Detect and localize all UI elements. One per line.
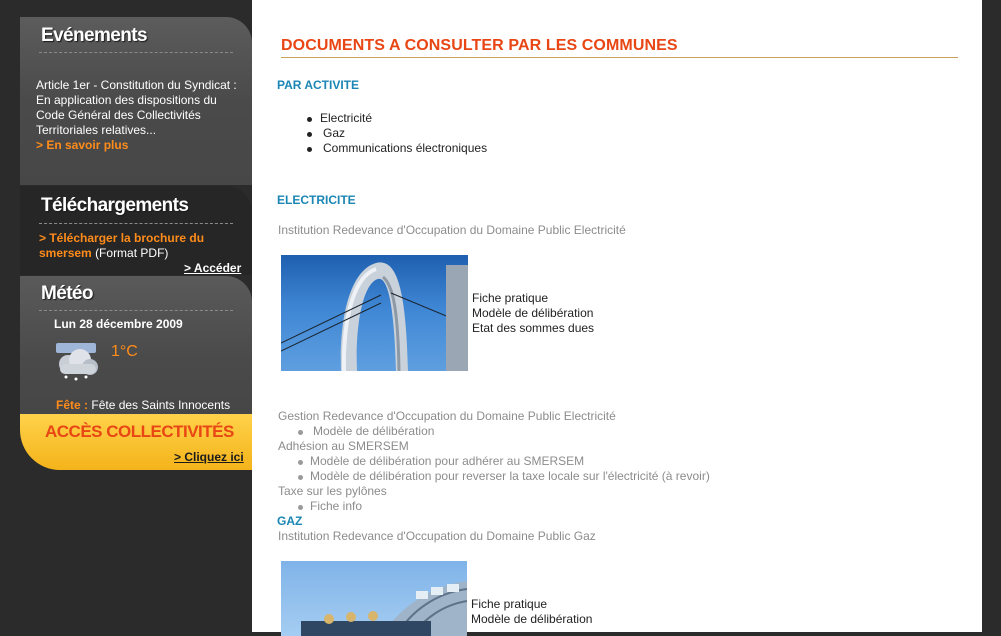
meteo-title: Météo — [41, 283, 93, 304]
divider — [39, 223, 233, 224]
page-title: DOCUMENTS A CONSULTER PAR LES COMMUNES — [281, 37, 958, 58]
list-item — [307, 111, 567, 126]
cloudy-snow-icon — [54, 342, 100, 382]
gaz-subtitle: Institution Redevance d'Occupation du Domaine Public Gaz — [278, 529, 596, 543]
access-link[interactable]: > Cliquez ici — [174, 450, 244, 464]
doc-etat-sommes[interactable]: Etat des sommes dues — [472, 321, 595, 335]
section-by-activity: PAR ACTIVITE — [277, 78, 360, 92]
fete-label: Fête : — [56, 398, 89, 412]
adhesion-title: Adhésion au SMERSEM — [278, 439, 409, 453]
events-text: Article 1er - Constitution du Syndicat : En application des dispositions du Code Général des Collectivités Territoriales relatives... — [36, 78, 237, 137]
list-item — [298, 469, 818, 484]
gaz-docs — [471, 597, 592, 627]
adhesion-deliberation-link[interactable]: Modèle de délibération pour adhérer au SMERSEM — [310, 454, 585, 468]
electricite-subtitle: Institution Redevance d'Occupation du Domaine Public Electricité — [278, 223, 626, 237]
gas-facility-image — [281, 561, 467, 636]
brochure-block — [39, 231, 239, 261]
activity-link-telecom[interactable]: Communications électroniques — [323, 141, 488, 155]
taxe-locale-deliberation-link[interactable]: Modèle de délibération pour reverser la taxe locale sur l'électricité (à revoir) — [310, 469, 710, 483]
list-item — [307, 141, 567, 156]
events-more-link[interactable]: > En savoir plus — [36, 138, 129, 152]
meteo-box — [20, 276, 252, 416]
activity-link-electricite[interactable]: Electricité — [320, 111, 373, 125]
list-item — [298, 424, 798, 439]
electricity-pylon-image — [281, 255, 468, 371]
gas-tank-illustration — [281, 561, 467, 636]
main-content — [252, 0, 982, 632]
list-item — [307, 126, 567, 141]
section-electricite: ELECTRICITE — [277, 193, 356, 207]
activity-link-gaz[interactable]: Gaz — [323, 126, 346, 140]
events-box — [20, 17, 252, 185]
divider — [39, 52, 233, 53]
pylon-illustration — [281, 255, 468, 371]
brochure-link[interactable]: > Télécharger la brochure du smersem — [39, 231, 205, 260]
downloads-title: Téléchargements — [41, 195, 189, 216]
fete-value: Fête des Saints Innocents — [91, 398, 231, 412]
events-title: Evénements — [41, 25, 147, 46]
doc-modele-deliberation[interactable]: Modèle de délibération — [472, 306, 594, 320]
brochure-format: (Format PDF) — [95, 246, 169, 260]
gestion-title: Gestion Redevance d'Occupation du Domaine Public Electricité — [278, 409, 616, 423]
downloads-box — [20, 186, 252, 275]
sidebar — [20, 0, 252, 632]
electricite-docs — [472, 291, 594, 336]
divider — [39, 310, 233, 311]
access-title: ACCÈS COLLECTIVITÉS — [45, 422, 234, 441]
meteo-date: Lun 28 décembre 2009 — [54, 317, 183, 331]
list-item — [298, 499, 598, 514]
downloads-access-link[interactable]: > Accéder — [184, 261, 242, 275]
gaz-doc-modele-deliberation[interactable]: Modèle de délibération — [471, 612, 593, 626]
gaz-doc-fiche-pratique[interactable]: Fiche pratique — [471, 597, 548, 611]
fete-block — [56, 398, 230, 413]
gestion-deliberation-link[interactable]: Modèle de délibération — [313, 424, 435, 438]
section-gaz: GAZ — [277, 514, 303, 528]
access-collectivites-box[interactable] — [20, 414, 252, 470]
taxe-pylones-title: Taxe sur les pylônes — [278, 484, 387, 498]
fiche-info-link[interactable]: Fiche info — [310, 499, 363, 513]
doc-fiche-pratique[interactable]: Fiche pratique — [472, 291, 549, 305]
list-item — [298, 454, 818, 469]
meteo-temperature: 1°C — [111, 343, 138, 360]
activity-list — [307, 111, 567, 156]
